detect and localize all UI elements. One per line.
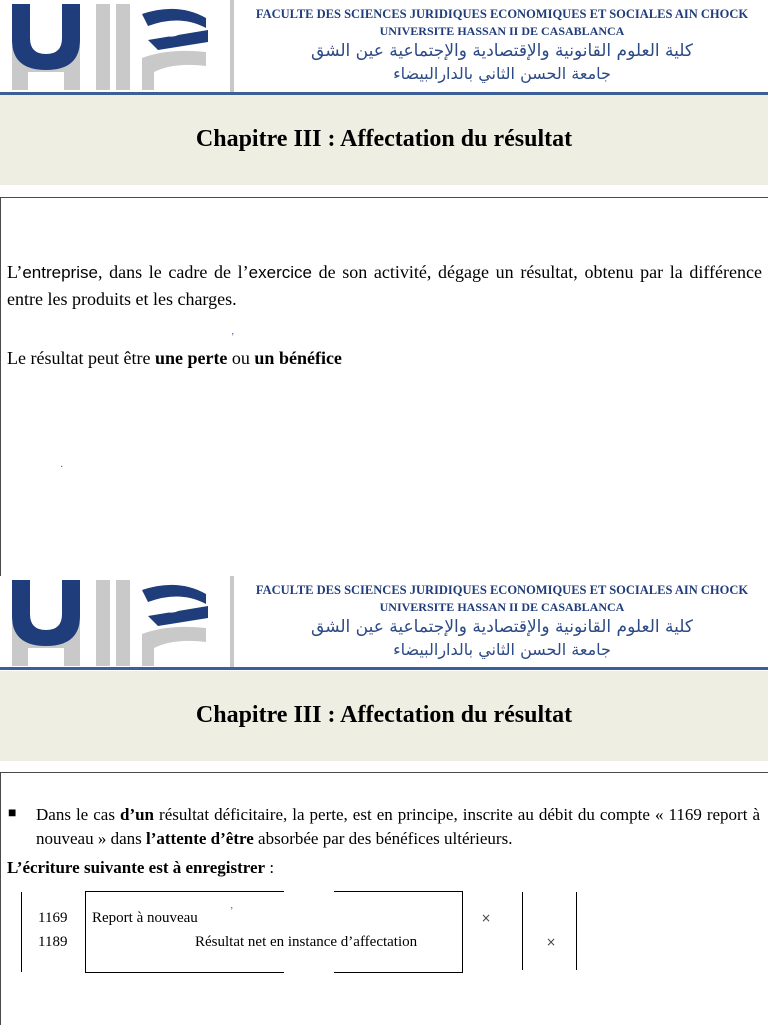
university-name-fr: UNIVERSITE HASSAN II DE CASABLANCA [379,600,625,614]
entry-intro [7,855,762,881]
chapter-title: Chapitre III : Affectation du résultat [195,702,573,728]
logo-divider [230,576,234,668]
header-rule [0,667,768,670]
journal-credit-line [576,892,577,970]
university-logo [8,576,230,668]
institution-header [0,0,768,92]
term-perte: une perte [154,348,228,368]
entry-intro-label: L’écriture suivante est à enregistrer [7,858,266,877]
journal-left-line [21,892,22,972]
institution-header-2 [0,576,768,668]
faculty-name-ar: كلية العلوم القانونية والإقتصادية والإجتماعية عين الشق [311,617,693,637]
text-run: absorbée par des bénéfices ultérieurs. [253,829,513,848]
text-run-bold: d’un [119,805,155,824]
text-run: Dans le cas [36,805,120,824]
university-name-fr: UNIVERSITE HASSAN II DE CASABLANCA [379,24,625,38]
institution-names [236,6,768,85]
text-run: : [265,858,275,877]
account-label-debit: Report à nouveau [92,910,198,926]
credit-amount-mark: × [546,935,557,949]
text-run: ou [227,348,255,368]
chapter-title: Chapitre III : Affectation du résultat [195,126,573,152]
slide-1-content [0,197,768,576]
faculty-name-ar: كلية العلوم القانونية والإقتصادية والإجتماعية عين الشق [311,41,693,61]
university-name-ar: جامعة الحسن الثاني بالدارالبيضاء [393,64,611,83]
term-exercice: exercice [248,263,312,282]
text-run: , dans le cadre de l’ [97,262,249,282]
stray-mark: ʼ [230,906,234,917]
text-run: résultat déficitaire, la perte, est en principe, inscrite au débit du compte « 1169 report à nouveau » dans [36,805,761,848]
journal-debit-line [522,892,523,970]
term-entreprise: entreprise [22,263,98,282]
account-number-credit: 1189 [38,934,68,950]
faculty-name-fr: FACULTE DES SCIENCES JURIDIQUES ECONOMIQUES ET SOCIALES AIN CHOCK [255,583,749,597]
account-number-debit: 1169 [38,910,68,926]
stray-dot: · [60,462,64,473]
journal-top-gap [284,889,334,893]
university-name-ar: جامعة الحسن الثاني بالدارالبيضاء [393,640,611,659]
journal-bottom-gap [284,969,334,973]
account-label-credit: Résultat net en instance d’affectation [195,934,418,950]
logo-divider [230,0,234,92]
term-benefice: un bénéfice [254,348,342,368]
faculty-name-fr: FACULTE DES SCIENCES JURIDIQUES ECONOMIQUES ET SOCIALES AIN CHOCK [255,7,749,21]
deficit-paragraph [36,803,760,851]
intro-paragraph [7,259,762,312]
result-paragraph [7,345,762,371]
text-run: L’ [7,262,23,282]
university-logo [8,0,230,92]
text-run: Le résultat peut être [7,348,155,368]
institution-names [236,582,768,661]
text-run-bold: l’attente d’être [146,829,254,848]
debit-amount-mark: × [481,911,492,925]
bullet-square-icon: ■ [8,806,17,821]
text-run: de son activité, dégage un résultat, obtenu par la différence entre les produits et les charges. [7,262,762,309]
stray-mark: ʼ [231,332,235,343]
